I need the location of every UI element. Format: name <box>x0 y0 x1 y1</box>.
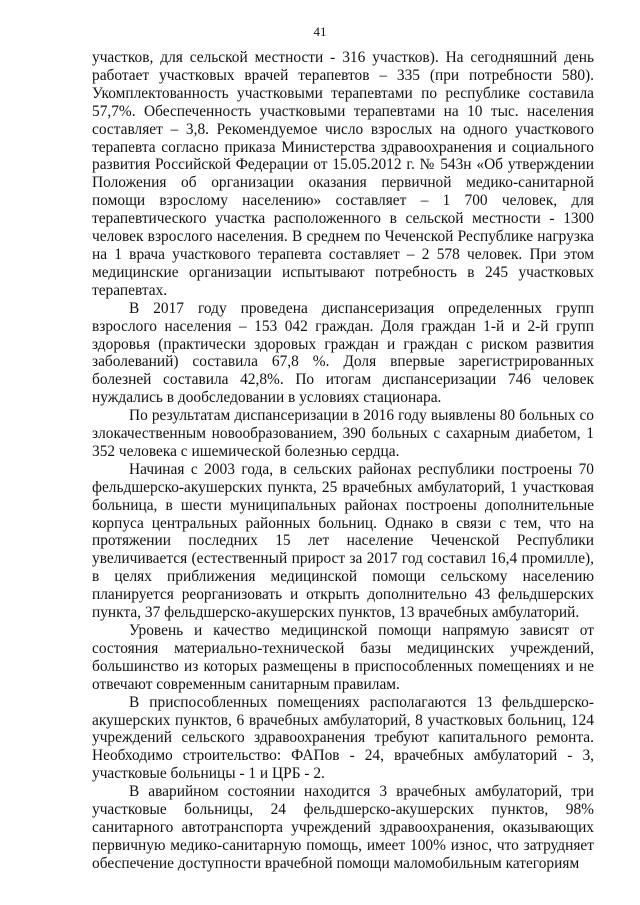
paragraph-emergency-state: В аварийном состоянии находится 3 врачебных амбулаторий, три участковые больницы, 24 фельдшерско-акушерских пунктов, 98% санитарного автотранспорта учреждений здравоохранения, оказывающих первичную медико-санитарную помощь, имеет 100% износ, что затрудняет обеспечение доступности врачебной помощи маломобильным категориям <box>92 783 594 872</box>
paragraph-rural-construction: Начиная с 2003 года, в сельских районах республики построены 70 фельдшерско-акушерских пункта, 25 врачебных амбулаторий, 1 участковая больница, в шести муниципальных районах построены дополнительные корпуса центральных районных больниц. Однако в связи с тем, что на протяжении последних 15 лет население Чеченской Республики увеличивается (естественный прирост за 2017 год составил 16,4 промилле), в целях приближения медицинской помощи сельскому населению планируется реорганизовать и открыть дополнительно 43 фельдшерских пункта, 37 фельдшерско-акушерских пунктов, 13 врачебных амбулаторий. <box>92 460 594 622</box>
paragraph-quality-level: Уровень и качество медицинской помощи напрямую зависят от состояния материально-технической базы медицинских учреждений, большинство из которых размещены в приспособленных помещениях и не отвечают современным санитарным правилам. <box>92 622 594 693</box>
paragraph-continued: участков, для сельской местности - 316 участков). На сегодняшний день работает участковых врачей терапевтов – 335 (при потребности 580). Укомплектованность участковыми терапевтами по республике составила 57,7%. Обеспеченность участковыми терапевтами на 10 тыс. населения составляет – 3,8. Рекомендуемое число взрослых на одного участкового терапевта согласно приказа Министерства здравоохранения и социального развития Российской Федерации от 15.05.2012 г. № 543н «Об утверждении Положения об организации оказания первичной медико-санитарной помощи взрослому населению» составляет – 1 700 человек, для терапевтического участка расположенного в сельской местности - 1300 человек взрослого населения. В среднем по Чеченской Республике нагрузка на 1 врача участкового терапевта составляет – 2 578 человек. При этом медицинские организации испытывают потребность в 245 участковых терапевтах. <box>92 49 594 299</box>
page-number: 41 <box>313 24 327 39</box>
document-body <box>92 49 594 873</box>
paragraph-dispanserization-2017: В 2017 году проведена диспансеризация определенных групп взрослого населения – 153 042 граждан. Доля граждан 1-й и 2-й групп здоровья (практически здоровых граждан и граждан с риском развития заболеваний) составила 67,8 %. Доля впервые зарегистрированных болезней составила 42,8%. По итогам диспансеризации 746 человек нуждались в дообследовании в условиях стационара. <box>92 299 594 407</box>
paragraph-adapted-premises: В приспособленных помещениях располагаются 13 фельдшерско-акушерских пунктов, 6 врачебных амбулаторий, 8 участковых больниц, 124 учреждений сельского здравоохранения требуют капитального ремонта. Необходимо строительство: ФАПов - 24, врачебных амбулаторий - 3, участковые больницы - 1 и ЦРБ - 2. <box>92 693 594 783</box>
paragraph-dispanserization-2016: По результатам диспансеризации в 2016 году выявлены 80 больных со злокачественным новообразованием, 390 больных с сахарным диабетом, 1 352 человека с ишемической болезнью сердца. <box>92 407 594 460</box>
